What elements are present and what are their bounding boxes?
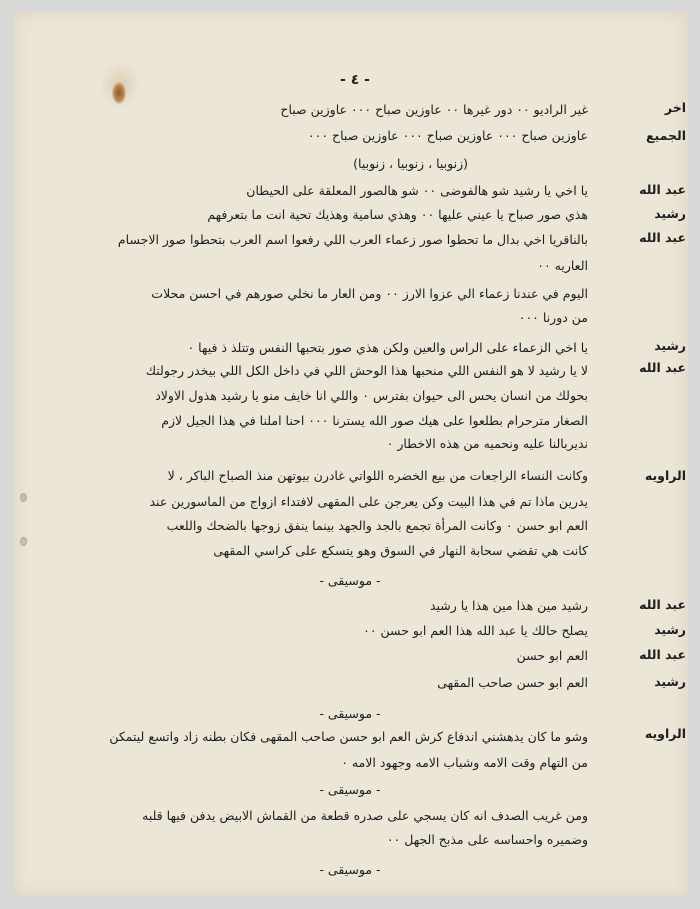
page-number: - ٤ - (340, 72, 370, 88)
speaker-label: عبد الله (639, 597, 686, 612)
dialogue-line: العم ابو حسن صاحب المقهى (437, 675, 588, 690)
dialogue-line: يا اخي الزعماء على الراس والعين ولكن هذي صور بتحبها النفس وتتلذ ذ فيها ٠ (187, 340, 588, 355)
narration-line: العم ابو حسن ٠ وكانت المرأة تجمع بالجد والجهد بينما ينفق زوجها بالضحك واللعب (166, 518, 588, 533)
speaker-label: اخر (664, 100, 686, 115)
dialogue-line: غير الراديو ٠٠ دور غيرها ٠٠ عاوزين صباح ٠٠٠ عاوزين صباح (280, 102, 588, 117)
narration-line: وضميره واحساسه على مذبح الجهل ٠٠ (386, 832, 588, 847)
speaker-label: الراويه (644, 726, 686, 741)
dialogue-line: لا يا رشيد لا هو النفس اللي منحبها هذا الوحش اللي في داخل الكل اللي بيخدر رجولتك (145, 363, 588, 378)
dialogue-line: بحولك من انسان يحس الى حيوان بفترس ٠ واللي انا خايف منو يا رشيد هذول الاولاد (155, 388, 588, 403)
speaker-label: عبد الله (639, 647, 686, 662)
dialogue-line: عاوزين صباح ٠٠٠ عاوزين صباح ٠٠٠ عاوزين صباح ٠٠٠ (307, 128, 588, 143)
dialogue-line: رشيد مين هذا مين هذا يا رشيد (429, 598, 588, 613)
narration-line: وشو ما كان يدهشني اندفاع كرش العم ابو حسن صاحب المقهى فكان بطنه زاد واتسع ليتمكن (109, 729, 588, 744)
speaker-label: عبد الله (639, 230, 686, 245)
dialogue-line: (زنوبيا ، زنوبيا ، زنوبيا) (353, 156, 468, 171)
narration-line: يدرين ماذا تم في هذا البيت وكن يعرجن على المقهى لافتداء ازواج من الماسورين عند (149, 494, 588, 509)
music-cue: - موسيقى - (319, 862, 381, 877)
narration-line: كانت هي تقضي سحابة النهار في السوق وهو يتسكع على كراسي المقهى (213, 543, 588, 558)
narration-line: وكانت النساء الراجعات من بيع الخضره اللواتي غادرن بيوتهن منذ الصباح الباكر ، لا (167, 468, 588, 483)
music-cue: - موسيقى - (319, 573, 381, 588)
narration-line: من التهام وقت الامه وشباب الامه وجهود الامه ٠ (341, 755, 588, 770)
dialogue-line: يصلح حالك يا عبد الله هذا العم ابو حسن ٠٠ (363, 623, 588, 638)
speaker-label: الجميع (645, 128, 686, 143)
punch-hole-icon (20, 493, 27, 502)
dialogue-line: بالناقريا اخي بدال ما تحطوا صور زعماء العرب اللي رفعوا اسم العرب بتحطوا صور الاجسام (117, 232, 588, 247)
dialogue-line: العاريه ٠٠ (537, 258, 588, 273)
narration-line: ومن غريب الصدف انه كان يسجي على صدره قطعة من القماش الابيض يدفن فيها قلبه (142, 808, 588, 823)
dialogue-line: يا اخي يا رشيد شو هالفوضى ٠٠ شو هالصور المعلقة على الحيطان (246, 183, 588, 198)
speaker-label: عبد الله (639, 182, 686, 197)
dialogue-line: الصغار مترحرام بطلعوا على هيك صور الله يسترنا ٠٠٠ احنا املنا في هذا الجيل لازم (161, 413, 588, 428)
dialogue-line: العم ابو حسن (516, 648, 588, 663)
dialogue-line: اليوم في عندنا زعماء الي عزوا الارز ٠٠ ومن العار ما نخلي صورهم في احسن محلات (151, 286, 588, 301)
punch-hole-icon (20, 537, 27, 546)
dialogue-line: من دورنا ٠٠٠ (518, 310, 588, 325)
dialogue-line: هذي صور صباح يا عيني عليها ٠٠ وهذي سامية وهذيك تحية انت ما بتعرفهم (207, 207, 588, 222)
speaker-label: رشيد (654, 674, 686, 689)
speaker-label: رشيد (654, 622, 686, 637)
music-cue: - موسيقى - (319, 782, 381, 797)
speaker-label: الراويه (644, 468, 686, 483)
music-cue: - موسيقى - (319, 706, 381, 721)
speaker-label: رشيد (654, 338, 686, 353)
speaker-label: عبد الله (639, 360, 686, 375)
dialogue-line: نديربالنا عليه ونحميه من هذه الاخطار ٠ (386, 436, 588, 451)
rust-stain (112, 82, 126, 104)
speaker-label: رشيد (654, 206, 686, 221)
